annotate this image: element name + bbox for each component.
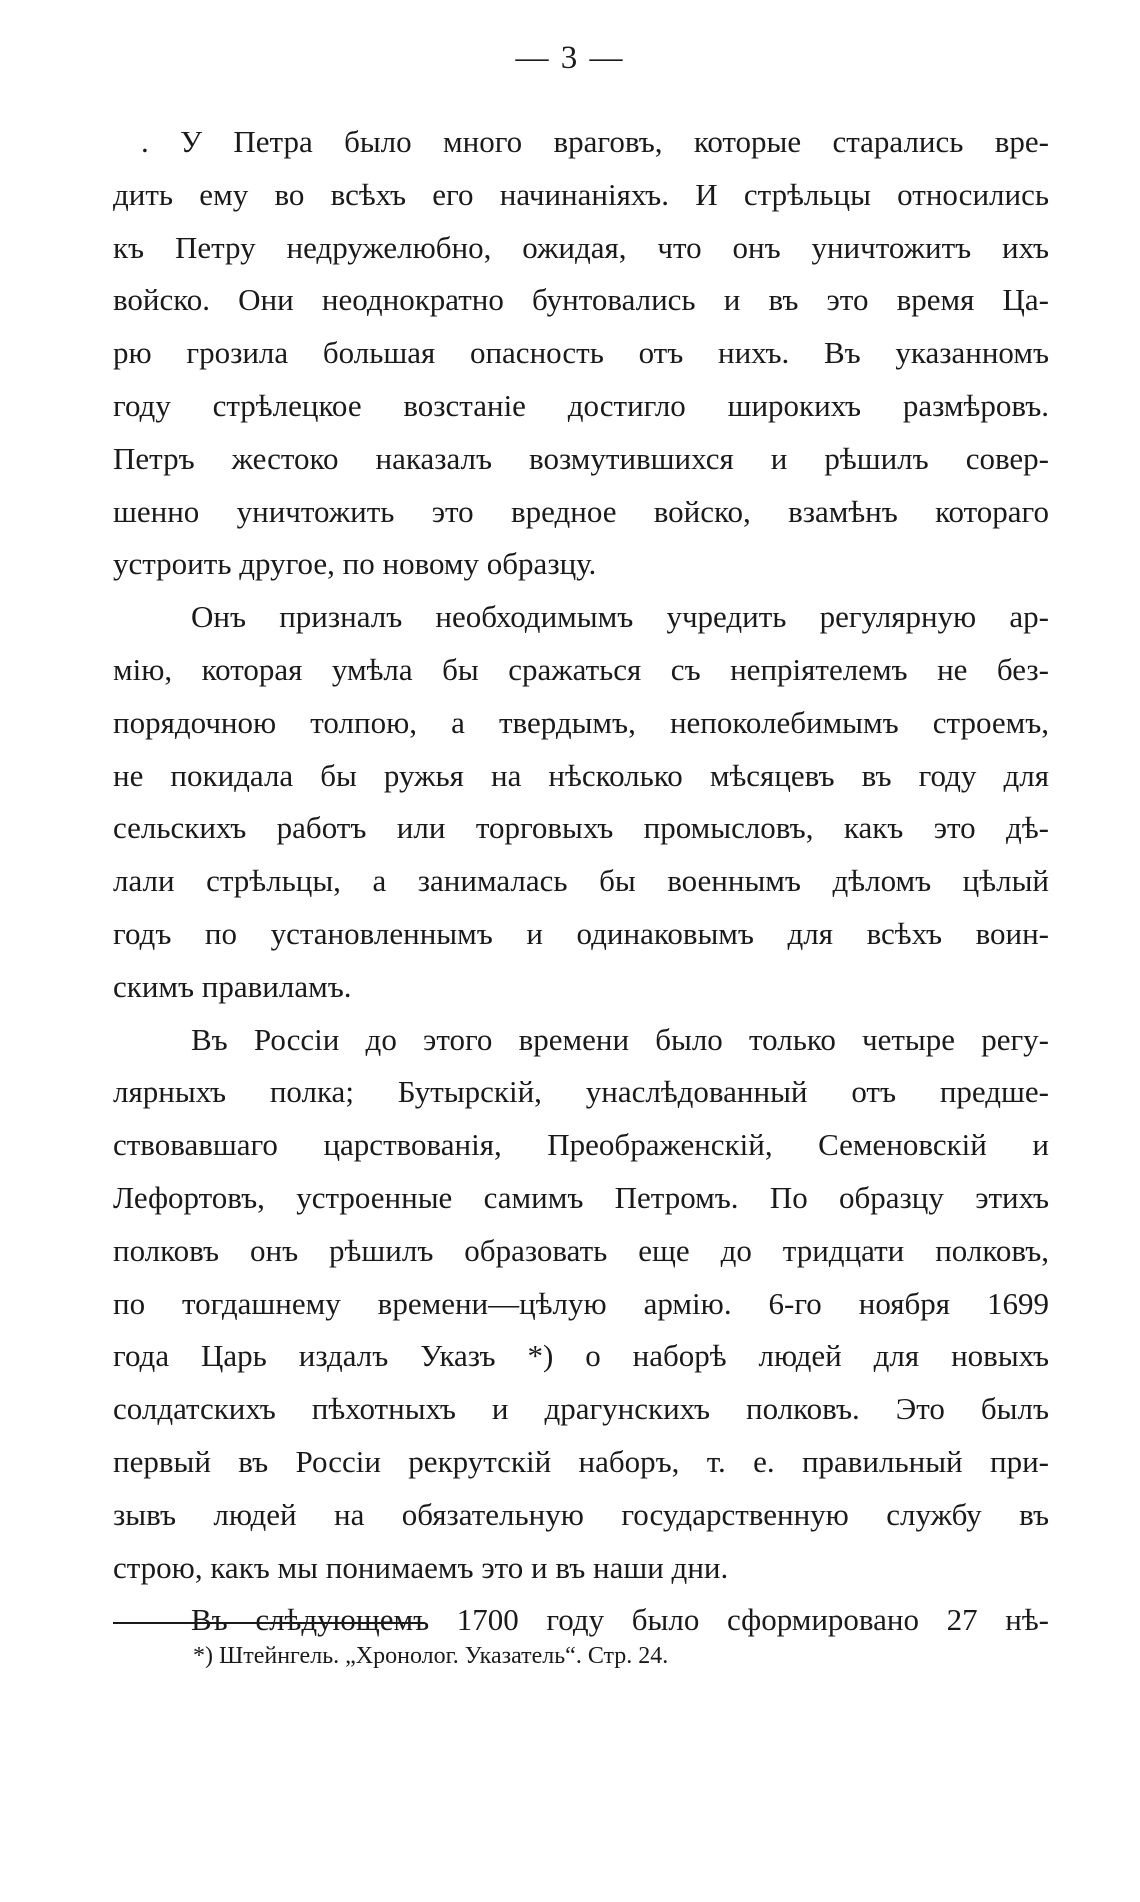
text-line: годъ по установленнымъ и одинаковымъ для всѣхъ воин- bbox=[113, 915, 1049, 951]
body-text bbox=[113, 116, 1049, 1647]
text-line: ствовавшаго царствованія, Преображенскій, Семеновскій и bbox=[113, 1127, 1049, 1163]
text-line: къ Петру недружелюбно, ожидая, что онъ уничтожитъ ихъ bbox=[113, 229, 1049, 265]
text-line: полковъ онъ рѣшилъ образовать еще до тридцати полковъ, bbox=[113, 1232, 1049, 1268]
text-line: по тогдашнему времени—цѣлую армію. 6-го ноября 1699 bbox=[113, 1285, 1049, 1321]
text-line: Въ слѣдующемъ 1700 году было сформировано 27 нѣ- bbox=[191, 1602, 1049, 1638]
text-line: порядочною толпою, а твердымъ, непоколебимымъ строемъ, bbox=[113, 704, 1049, 740]
text-line: войско. Они неоднократно бунтовались и въ это время Ца- bbox=[113, 282, 1049, 318]
footnote-divider bbox=[113, 1622, 425, 1624]
text-line: зывъ людей на обязательную государственную службу въ bbox=[113, 1496, 1049, 1532]
text-line: Лефортовъ, устроенные самимъ Петромъ. По образцу этихъ bbox=[113, 1179, 1049, 1215]
text-line: Въ Россіи до этого времени было только четыре регу- bbox=[191, 1021, 1049, 1057]
text-line: скимъ правиламъ. bbox=[113, 968, 352, 1004]
text-line: шенно уничтожить это вредное войско, взамѣнъ котораго bbox=[113, 493, 1049, 529]
text-line: устроить другое, по новому образцу. bbox=[113, 546, 597, 582]
text-line: сельскихъ работъ или торговыхъ промысловъ, какъ это дѣ- bbox=[113, 810, 1049, 846]
text-line: не покидала бы ружья на нѣсколько мѣсяцевъ въ году для bbox=[113, 757, 1049, 793]
text-line: строю, какъ мы понимаемъ это и въ наши дни. bbox=[113, 1549, 729, 1585]
text-line: года Царь издалъ Указъ *) о наборѣ людей для новыхъ bbox=[113, 1338, 1049, 1374]
page-number: — 3 — bbox=[515, 40, 625, 76]
text-line: лали стрѣльцы, а занималась бы военнымъ дѣломъ цѣлый bbox=[113, 863, 1049, 899]
text-line: дить ему во всѣхъ его начинаніяхъ. И стрѣльцы относились bbox=[113, 176, 1049, 212]
text-line: солдатскихъ пѣхотныхъ и драгунскихъ полковъ. Это былъ bbox=[113, 1391, 1049, 1427]
text-line: рю грозила большая опасность отъ нихъ. Въ указанномъ bbox=[113, 335, 1049, 371]
text-line: . У Петра было много враговъ, которые старались вре- bbox=[141, 124, 1049, 159]
text-line: мію, которая умѣла бы сражаться съ непріятелемъ не без- bbox=[113, 651, 1049, 687]
text-line: первый въ Россіи рекрутскій наборъ, т. е. правильный при- bbox=[113, 1443, 1049, 1479]
text-line: лярныхъ полка; Бутырскій, унаслѣдованный отъ предше- bbox=[113, 1074, 1049, 1110]
footnote: *) Штейнгель. „Хронолог. Указатель“. Стр. 24. bbox=[193, 1643, 669, 1669]
text-line: Онъ призналъ необходимымъ учредить регулярную ар- bbox=[191, 599, 1049, 635]
text-line: Петръ жестоко наказалъ возмутившихся и рѣшилъ совер- bbox=[113, 440, 1049, 476]
text-line: году стрѣлецкое возстаніе достигло широкихъ размѣровъ. bbox=[113, 387, 1049, 423]
